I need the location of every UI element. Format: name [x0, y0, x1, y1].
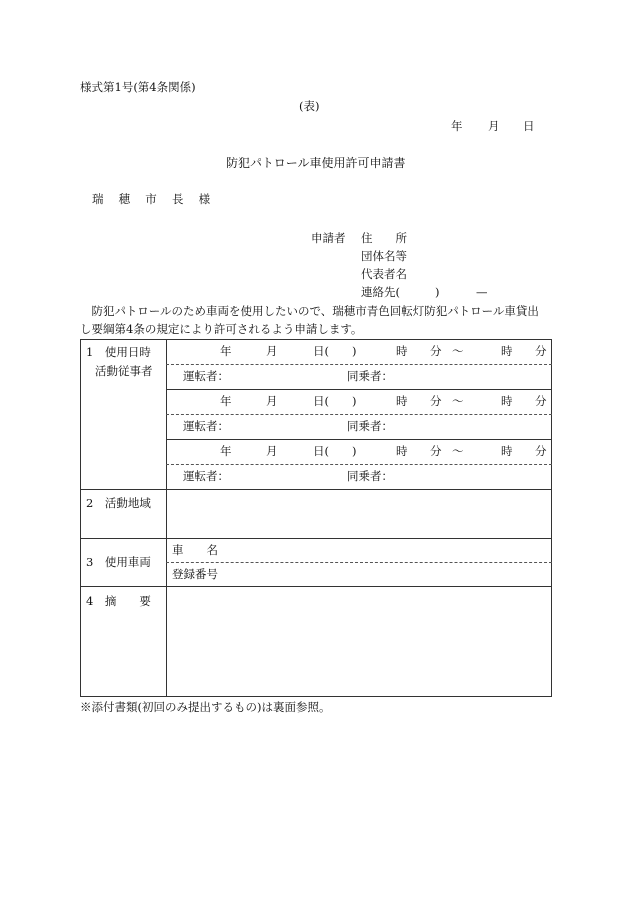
- schedule-minute-end: 分: [535, 344, 547, 358]
- row2-label-activity-area: 2 活動地域: [86, 496, 151, 510]
- schedule-hour: 時: [396, 344, 408, 358]
- schedule-month: 月: [266, 394, 278, 408]
- table-row-divider: [80, 538, 552, 539]
- applicant-address-label: 住 所: [361, 231, 407, 245]
- row3-label-vehicle: 3 使用車両: [86, 555, 151, 569]
- applicant-group-label: 団体名等: [361, 249, 407, 263]
- applicant-contact-label: 連絡先(: [361, 285, 400, 299]
- vehicle-name-label: 車 名: [172, 543, 218, 557]
- schedule-minute-end: 分: [535, 444, 547, 458]
- date-year: 年: [451, 119, 463, 133]
- front-label: (表): [299, 99, 320, 113]
- applicant-contact-close: ): [435, 285, 440, 299]
- applicant-contact-dash: —: [476, 285, 488, 299]
- schedule-tilde: 〜: [452, 344, 464, 358]
- attachment-footnote: ※添付書類(初回のみ提出するもの)は裏面参照。: [80, 700, 331, 714]
- schedule-minute: 分: [430, 444, 442, 458]
- schedule-divider: [166, 414, 552, 415]
- document-title: 防犯パトロール車使用許可申請書: [226, 156, 406, 170]
- schedule-divider: [166, 439, 552, 440]
- schedule-minute: 分: [430, 344, 442, 358]
- driver-label: 運転者：: [183, 369, 229, 383]
- schedule-hour-end: 時: [501, 394, 513, 408]
- driver-label: 運転者：: [183, 469, 229, 483]
- schedule-divider: [166, 464, 552, 465]
- table-row-divider: [80, 586, 552, 587]
- body-text-line-2: し要綱第4条の規定により許可されるよう申請します。: [80, 322, 363, 336]
- row4-label-remarks: 4 摘 要: [86, 594, 151, 608]
- driver-label: 運転者：: [183, 419, 229, 433]
- schedule-year: 年: [220, 394, 232, 408]
- schedule-hour: 時: [396, 444, 408, 458]
- schedule-hour: 時: [396, 394, 408, 408]
- schedule-divider: [166, 364, 552, 365]
- body-text-line-1: 防犯パトロールのため車両を使用したいので、瑞穂市青色回転灯防犯パトロール車貸出: [80, 304, 539, 318]
- schedule-tilde: 〜: [452, 394, 464, 408]
- passenger-label: 同乗者：: [347, 369, 393, 383]
- registration-number-label: 登録番号: [172, 567, 218, 581]
- schedule-hour-end: 時: [501, 344, 513, 358]
- schedule-month: 月: [266, 444, 278, 458]
- form-number: 様式第1号(第4条関係): [80, 80, 196, 94]
- schedule-day: 日( ): [313, 444, 357, 458]
- date-month: 月: [488, 119, 500, 133]
- table-row-divider: [80, 489, 552, 490]
- row1-label-participants: 活動従事者: [95, 364, 153, 378]
- schedule-day: 日( ): [313, 344, 357, 358]
- schedule-divider: [166, 389, 552, 390]
- vehicle-divider: [166, 562, 552, 563]
- schedule-year: 年: [220, 444, 232, 458]
- schedule-minute: 分: [430, 394, 442, 408]
- applicant-representative-label: 代表者名: [361, 267, 407, 281]
- schedule-hour-end: 時: [501, 444, 513, 458]
- applicant-label: 申請者: [311, 231, 346, 245]
- table-column-divider: [166, 339, 167, 697]
- passenger-label: 同乗者：: [347, 469, 393, 483]
- row1-label-usage-datetime: 1 使用日時: [86, 345, 151, 359]
- schedule-minute-end: 分: [535, 394, 547, 408]
- application-table: [80, 339, 552, 697]
- schedule-year: 年: [220, 344, 232, 358]
- schedule-month: 月: [266, 344, 278, 358]
- passenger-label: 同乗者：: [347, 419, 393, 433]
- date-day: 日: [523, 119, 535, 133]
- schedule-day: 日( ): [313, 394, 357, 408]
- schedule-tilde: 〜: [452, 444, 464, 458]
- addressee: 瑞 穂 市 長 様: [92, 192, 216, 206]
